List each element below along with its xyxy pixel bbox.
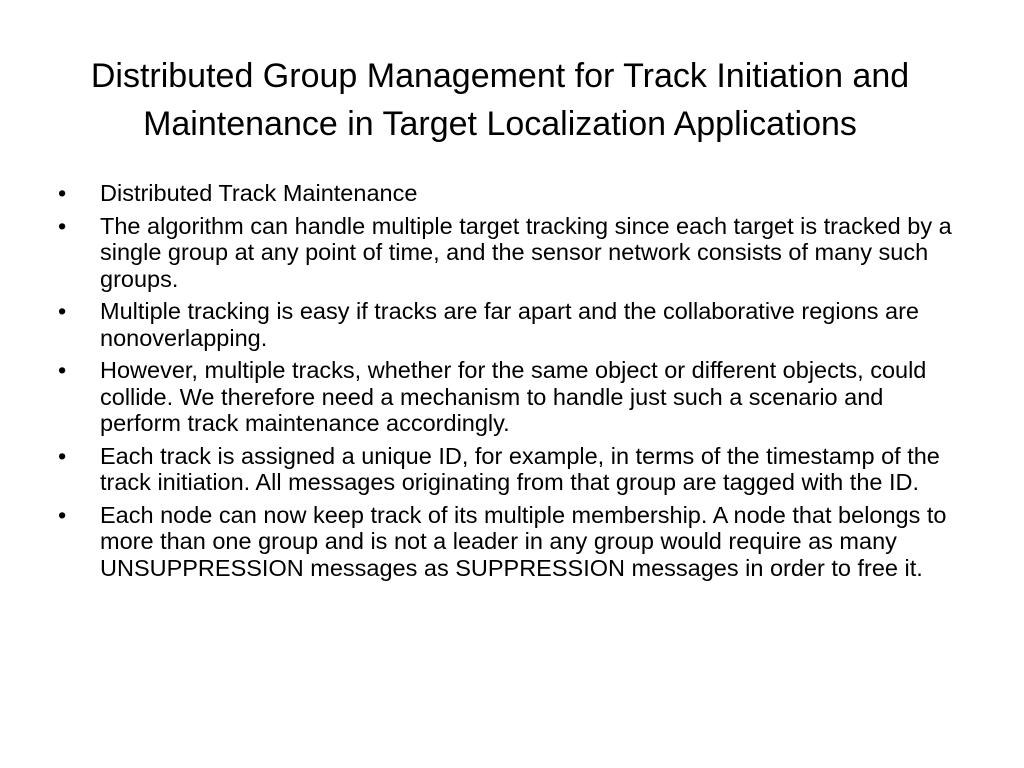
bullet-item-1 [58, 180, 958, 207]
slide-title-line-1: Distributed Group Management for Track Initiation and [90, 57, 910, 95]
slide-title [0, 52, 1000, 148]
bullet-text: However, multiple tracks, whether for the same object or different objects, could collide. We therefore need a mechanism to handle just such a scenario and perform track maintenance accordingly. [100, 357, 927, 436]
bullet-item-2 [58, 213, 958, 293]
bullet-item-5 [58, 443, 958, 496]
bullet-list [58, 180, 958, 587]
bullet-dot-icon: • [58, 212, 67, 239]
bullet-item-4 [58, 357, 958, 437]
bullet-text: The algorithm can handle multiple target tracking since each target is tracked by a single group at any point of time, and the sensor network consists of many such groups. [100, 212, 952, 292]
bullet-item-3 [58, 298, 958, 351]
bullet-dot-icon: • [58, 298, 67, 324]
bullet-dot-icon: • [58, 501, 67, 528]
slide-title-line-2: Maintenance in Target Localization Applications [143, 105, 857, 143]
bullet-dot-icon: • [58, 357, 67, 383]
bullet-text: Each track is assigned a unique ID, for example, in terms of the timestamp of the track initiation. All messages originating from that group are tagged with the ID. [100, 442, 940, 495]
bullet-item-6 [58, 502, 958, 582]
bullet-dot-icon: • [58, 442, 67, 469]
bullet-text: Each node can now keep track of its multiple membership. A node that belongs to more than one group and is not a leader in any group would require as many UNSUPPRESSION messages as SUPPRESSION messages in order to free it. [100, 501, 947, 581]
bullet-text: Distributed Track Maintenance [100, 180, 418, 206]
bullet-dot-icon: • [58, 180, 67, 206]
bullet-text: Multiple tracking is easy if tracks are far apart and the collaborative regions are nonoverlapping. [100, 298, 919, 351]
